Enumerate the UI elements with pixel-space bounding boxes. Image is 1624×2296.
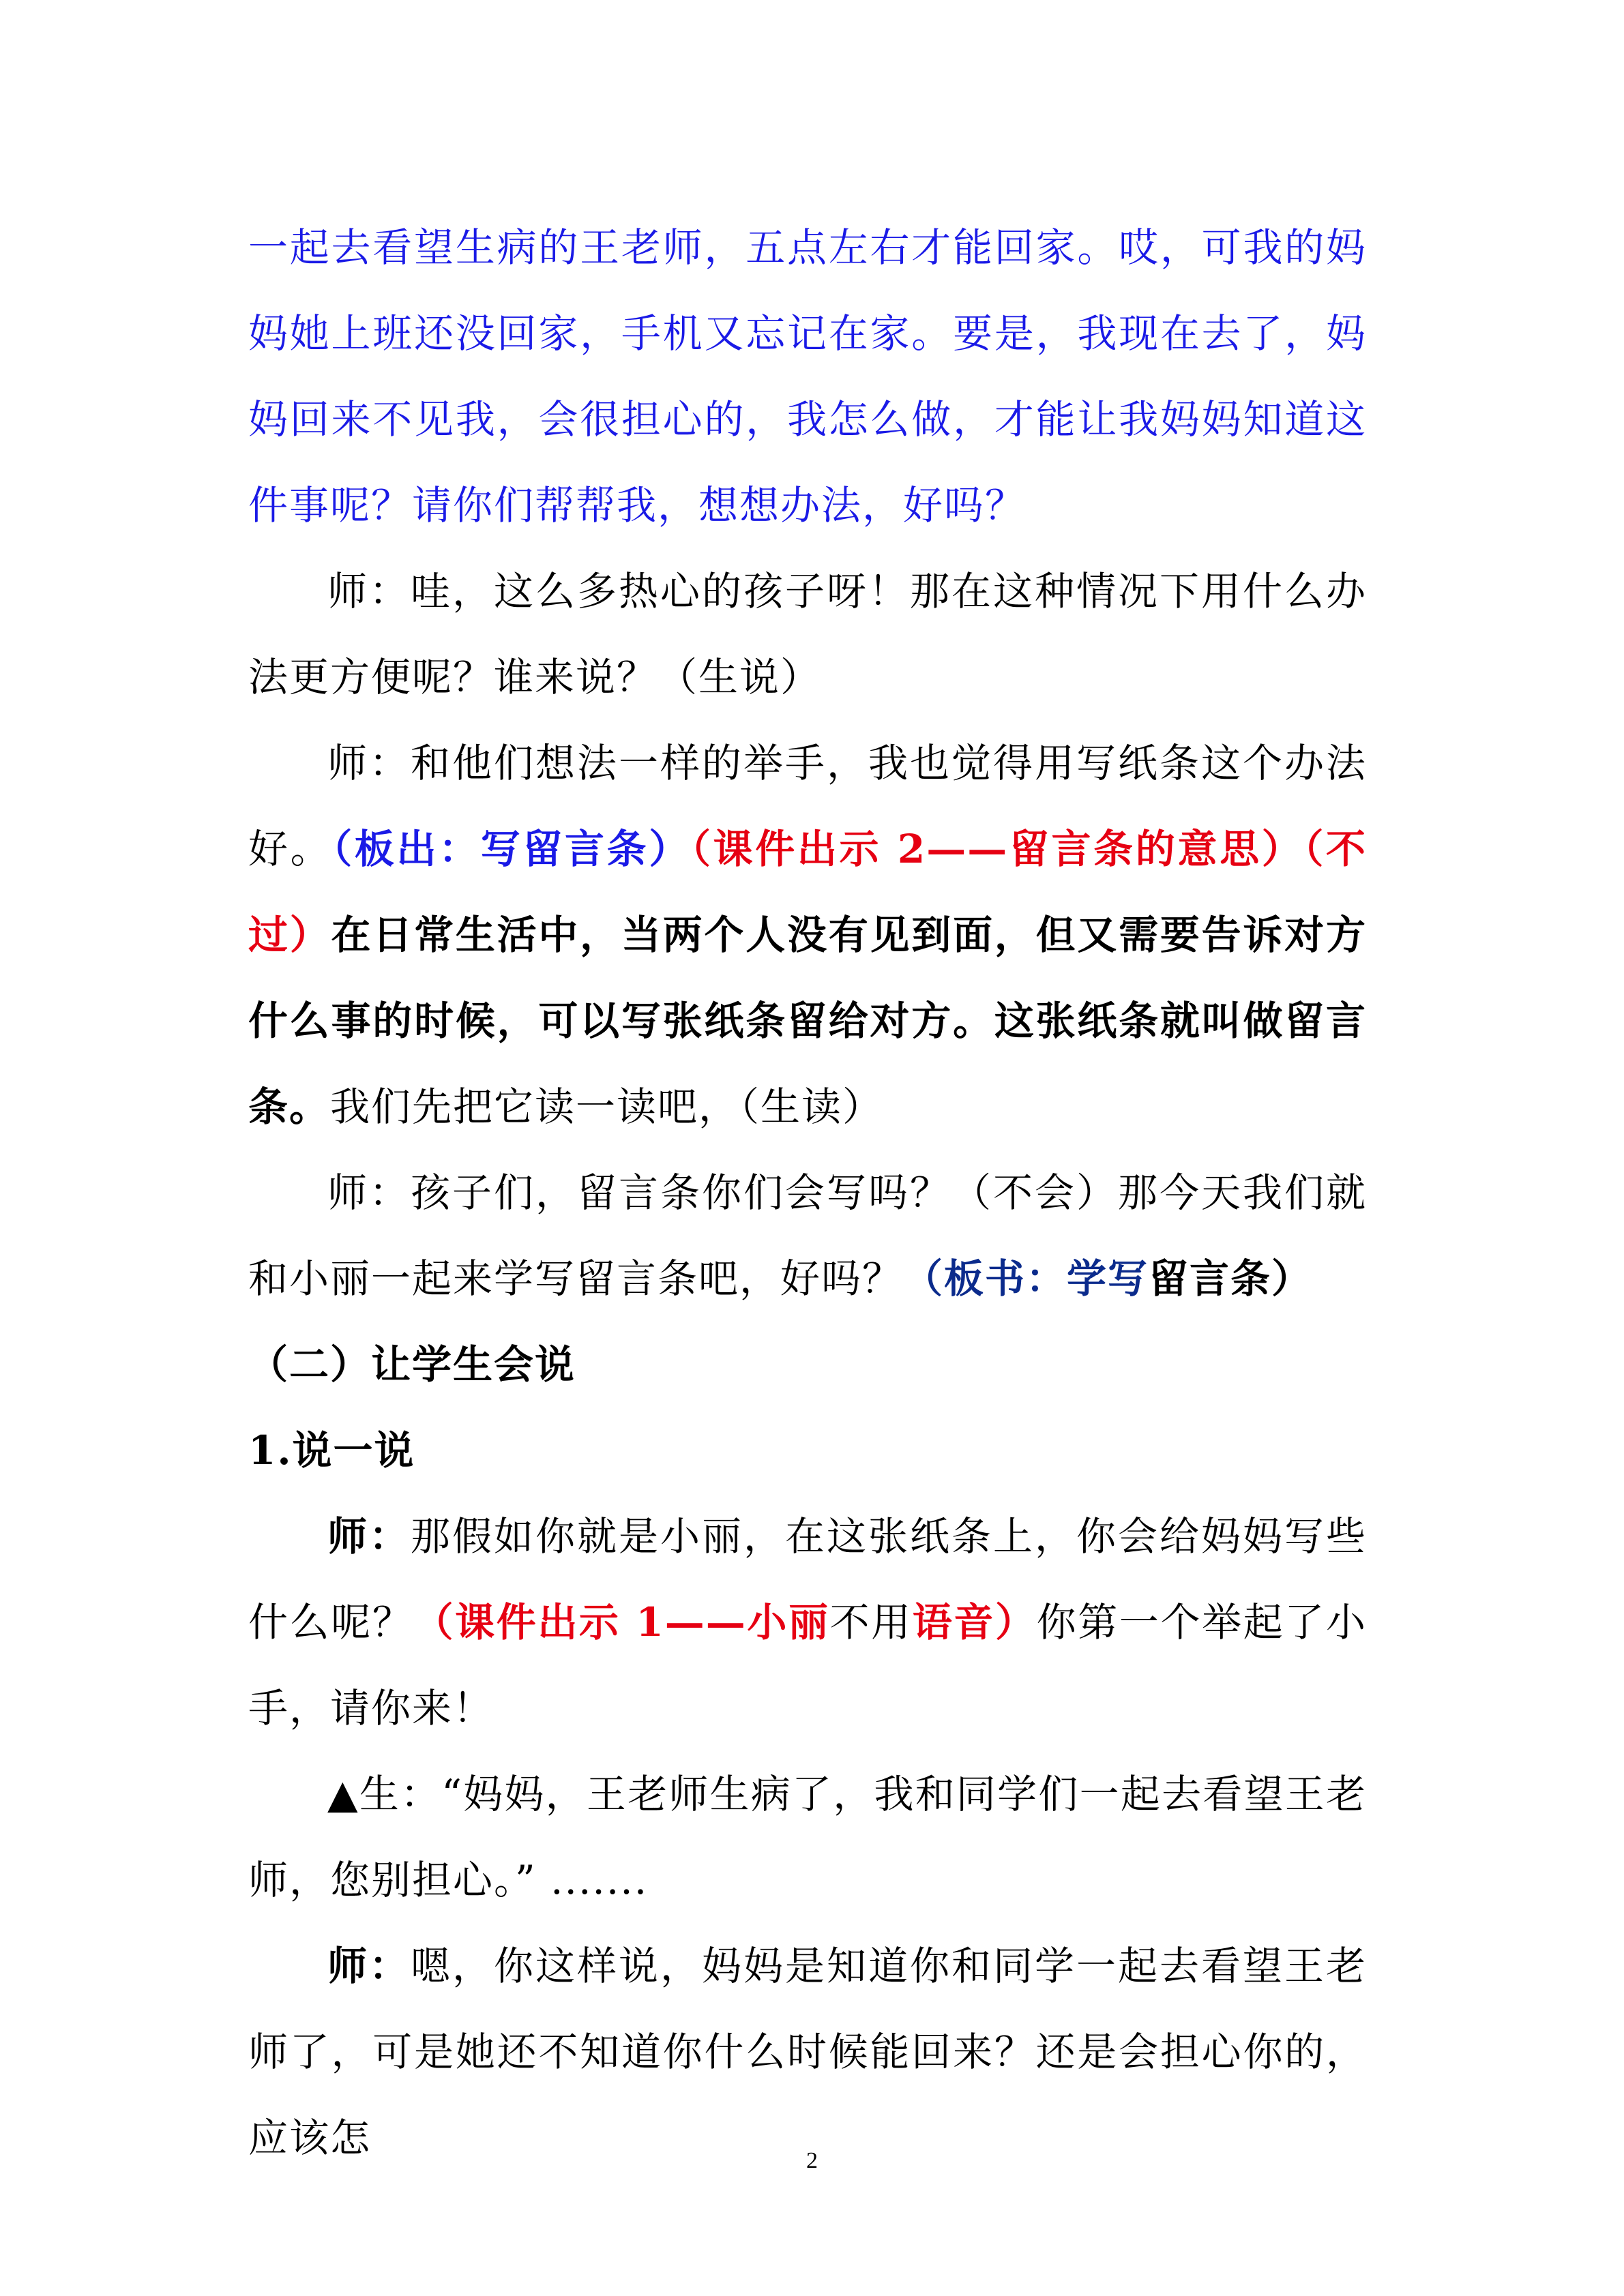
subsection-heading: 1.说一说 [248,1427,415,1474]
board-note-learn-close: 留言条） [1149,1255,1313,1302]
teacher-speech: 师：和他们想法一样的举手，我也觉得用写纸条这个办法好。 [248,740,1367,872]
student-response: ▲生：“妈妈，王老师生病了，我和同学们一起去看望王老师，您别担心。” ....... [248,1771,1367,1903]
document-body [248,205,1367,2181]
no-need-text: 不用 [829,1599,913,1645]
read-instruction: 我们先把它读一读吧，（生读） [330,1084,884,1130]
courseware-note-1: （课件出示 1——小丽 [413,1599,830,1645]
teacher-paragraph-5 [248,1923,1367,2181]
board-note-write-message: （板出：写留言条） [332,826,691,872]
teacher-paragraph-2 [248,720,1367,1150]
board-note-learn-open: （板书：学写 [903,1255,1149,1302]
section-heading: （二）让学生会说 [248,1341,576,1388]
story-paragraph: 一起去看望生病的王老师，五点左右才能回家。哎，可我的妈妈她上班还没回家，手机又忘记在家。要是，我现在去了，妈妈回来不见我，会很担心的，我怎么做，才能让我妈妈知道这件事呢？请你们帮帮我，想想办法，好吗？ [248,224,1367,528]
definition-text: 在日常生活中，当两个人没有见到面，但又需要告诉对方什么事的时候，可以写张纸条留给对方。这张纸条就叫做留言条。 [248,912,1367,1130]
page-number: 2 [806,2148,818,2173]
teacher-prompt: 那假如你就是小丽，在这张纸条上，你会给妈妈写些什么呢？ [248,1513,1367,1645]
teacher-paragraph-3 [248,1150,1367,1322]
teacher-paragraph-1: 师：哇，这么多热心的孩子呀！那在这种情况下用什么办法更方便呢？谁来说？（生说） [248,568,1367,700]
voice-note: 语音） [912,1599,1037,1645]
teacher-question: 师：孩子们，留言条你们会写吗？（不会）那今天我们就和小丽一起来学写留言条吧，好吗？ [248,1169,1367,1302]
teacher-label: 师： [327,1513,411,1560]
invite-text: 你第一个举起了小手，请你来！ [248,1599,1367,1731]
courseware-note-2: （课件出示 2——留言条的意思）（不过） [248,826,1367,958]
teacher-paragraph-4 [248,1493,1367,1751]
teacher-feedback: 嗯，你这样说，妈妈是知道你和同学一起去看望王老师了，可是她还不知道你什么时候能回来？还是会担心你的，应该怎 [248,1943,1367,2161]
teacher-label: 师： [327,1943,411,1989]
